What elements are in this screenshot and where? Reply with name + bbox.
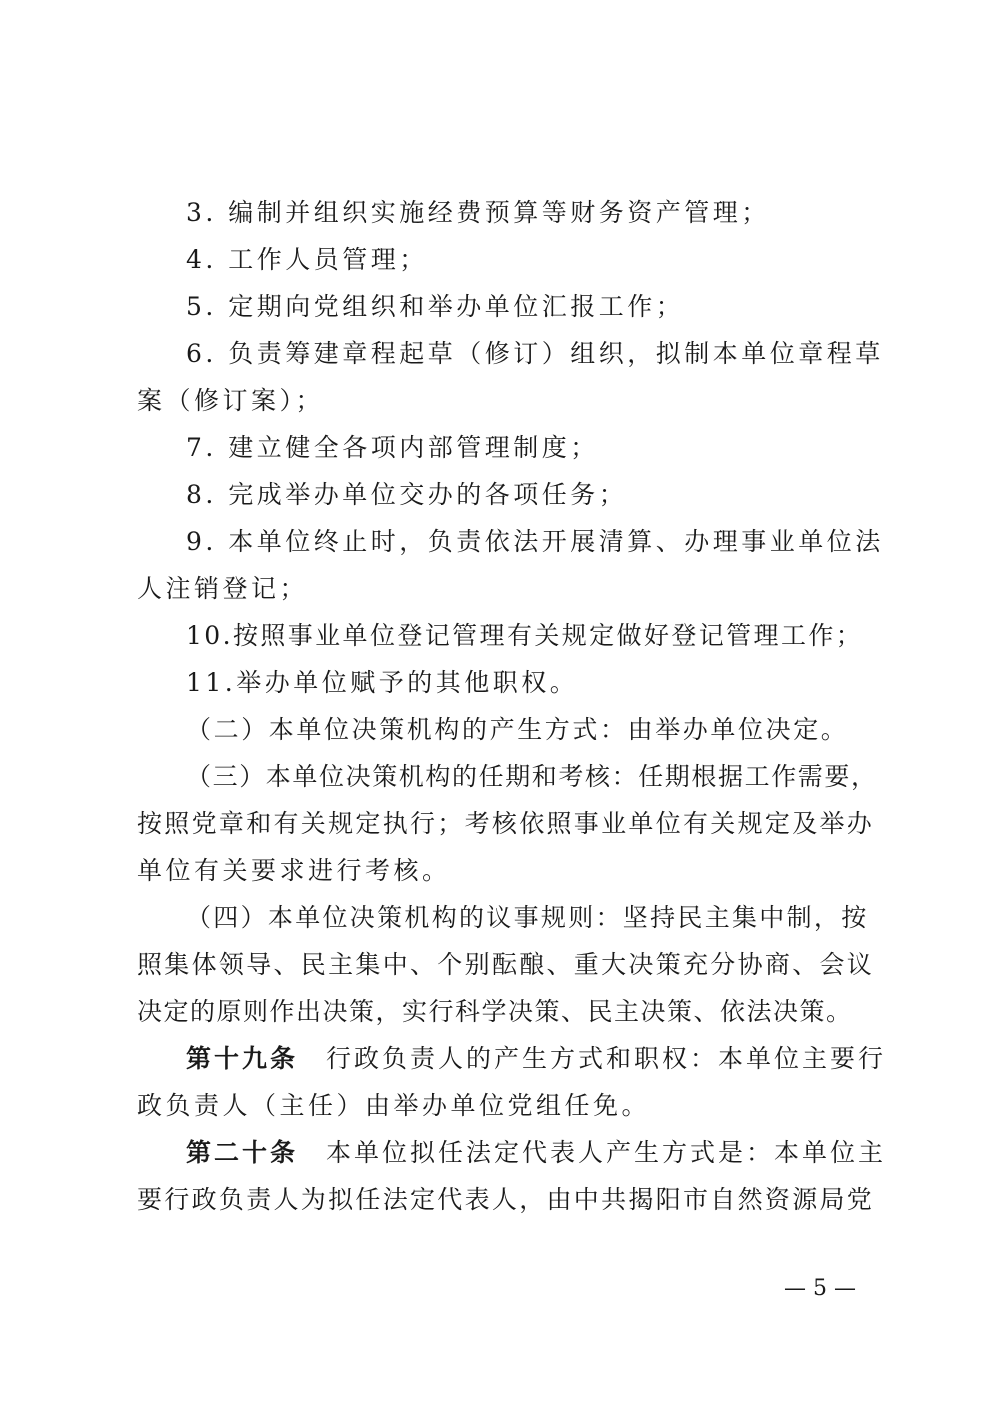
list-item-3: 3. 编制并组织实施经费预算等财务资产管理； — [186, 198, 770, 227]
article-19-text: 行政负责人的产生方式和职权：本单位主要行 — [326, 1044, 887, 1073]
section-2-paragraph: （二）本单位决策机构的产生方式：由举办单位决定。 — [186, 715, 849, 744]
list-item-4: 4. 工作人员管理； — [186, 245, 428, 274]
list-item-6-continuation: 案（修订案）； — [137, 386, 325, 415]
page-number: — 5 — — [784, 1276, 856, 1301]
list-item-6: 6. 负责筹建章程起草（修订）组织，拟制本单位章程草 — [186, 339, 884, 368]
list-item-10: 10.按照事业单位登记管理有关规定做好登记管理工作； — [186, 621, 864, 650]
section-4-continuation-2: 决定的原则作出决策，实行科学决策、民主决策、依法决策。 — [137, 997, 853, 1026]
list-item-8: 8. 完成举办单位交办的各项任务； — [186, 480, 628, 509]
list-item-7: 7. 建立健全各项内部管理制度； — [186, 433, 599, 462]
article-19-paragraph — [186, 1036, 887, 1082]
section-4-paragraph: （四）本单位决策机构的议事规则：坚持民主集中制，按 — [186, 903, 869, 932]
article-20-heading: 第二十条 — [186, 1138, 299, 1167]
section-3-continuation-2: 单位有关要求进行考核。 — [137, 856, 451, 885]
article-19-heading: 第十九条 — [186, 1044, 299, 1073]
article-20-text: 本单位拟任法定代表人产生方式是：本单位主 — [326, 1138, 887, 1167]
section-4-continuation-1: 照集体领导、民主集中、个别酝酿、重大决策充分协商、会议 — [137, 950, 875, 979]
section-3-paragraph: （三）本单位决策机构的任期和考核：任期根据工作需要， — [186, 762, 878, 791]
list-item-5: 5. 定期向党组织和举办单位汇报工作； — [186, 292, 685, 321]
article-19-continuation: 政负责人（主任）由举办单位党组任免。 — [137, 1091, 651, 1120]
list-item-11: 11.举办单位赋予的其他职权。 — [186, 668, 579, 697]
article-20-paragraph — [186, 1130, 887, 1176]
list-item-9: 9. 本单位终止时，负责依法开展清算、办理事业单位法 — [186, 527, 884, 556]
section-3-continuation-1: 按照党章和有关规定执行；考核依照事业单位有关规定及举办 — [137, 809, 875, 838]
article-20-continuation: 要行政负责人为拟任法定代表人，由中共揭阳市自然资源局党 — [137, 1185, 875, 1214]
list-item-9-continuation: 人注销登记； — [137, 574, 309, 603]
